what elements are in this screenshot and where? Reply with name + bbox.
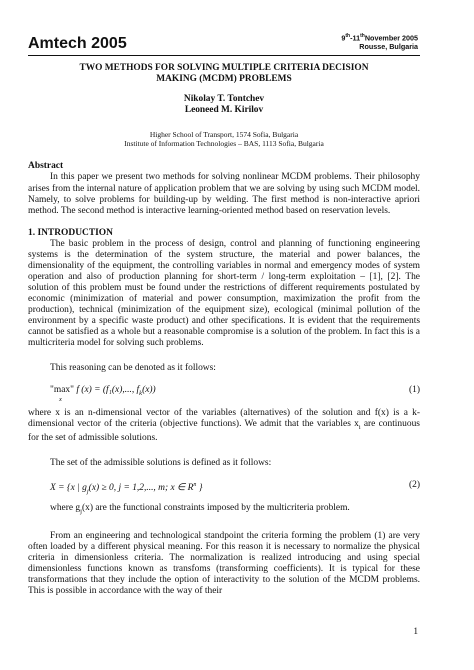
introduction-heading: 1. INTRODUCTION [28,227,113,238]
equation-1-k: k [139,390,143,398]
paper-body [28,63,420,598]
equation-2-lhs: X = {x | g [50,483,87,494]
max-label: max [53,385,71,396]
equation-1-number: (1) [408,385,420,396]
abstract-text: In this paper we present two methods for solving nonlinear MCDM problems. Their philosophy arises from the internal nature of application problem that we are solving by using such MCDM model. Namely, to solve problems for building-up by welding. The first method is non-interactive apriori method. The second method is interactive learning-oriented method based on reservation levels. [28,172,420,216]
equation-2-tail: } [196,483,203,494]
intro-paragraph-1: The basic problem in the process of design, control and planning of functioning engineering systems is the determination of the system structure, the material and power balances, the dimensionality of the equipment, the controlling variables in normal and emergency modes of system operation and also of production planning for short-term / long-term exploitation – [1], [2]. The solution of this problem must be found under the restrictions of different requirements postulated by economic (minimization of material and power consumption, maximization the profit from the production), technical (minimization of the equipment size), ecological (minimal pollution of the environment by a specific waste product) and other specifications. It is evident that the requirements cannot be satisfied as a whole but a reasonable compromise is a solution of the problem. In fact this is a multicriteria model for solving such problems. [28,238,420,349]
conference-dates [341,32,418,42]
equation-2-n: n [193,482,197,489]
date-day: 9 [341,33,346,43]
equation-1-tail: (x)) [142,385,156,396]
para5-text-a: where g [50,503,81,514]
equation-2-expression [50,480,203,497]
header-rule [28,55,420,56]
equation-2-mid: (x) ≥ 0, j = 1,2,..., m; x ∈ R [88,483,194,494]
max-operator [50,385,74,404]
max-subscript: x [59,396,62,404]
equation-1 [28,383,420,404]
author-list [28,94,420,116]
intro-paragraph-6: From an engineering and technological standpoint the criteria forming the problem (1) are very often loaded by a different physical meaning. For this reason it is necessary to normalize the physical criteria in dimensionless criteria. The normalization is realized introducing and using special dimensionless functions known as transfoms (transforming coefficients). It is typical for these transformations that they include the option of interactivity to the solution of the MCDM problems. This is possible in accordance with the way of their [28,531,420,597]
author-2: Leoneed M. Kirilov [184,105,264,116]
equation-2-number: (2) [408,480,420,491]
intro-paragraph-3 [28,408,420,444]
intro-paragraph-5 [28,503,420,517]
title-line-2: MAKING (MCDM) PROBLEMS [156,74,292,84]
intro-paragraph-4: The set of the admissible solutions is defined as it follows: [50,458,272,469]
date-month: November 2005 [364,33,418,43]
affiliations [28,130,420,148]
max-open-quote: " [50,385,54,396]
conference-date-block [341,32,418,51]
affiliation-2: Institute of Information Technologies – BAS, 1113 Sofia, Bulgaria [124,139,324,149]
author-1: Nikolay T. Tontchev [183,94,265,104]
page-number: 1 [413,627,418,637]
date-day-2: -11 [350,33,361,43]
affiliation-1: Higher School of Transport, 1574 Sofia, Bulgaria [149,130,299,140]
paper-title [28,63,420,85]
title-line-1: TWO METHODS FOR SOLVING MULTIPLE CRITERIA DECISION [79,63,369,73]
equation-2-j: j [86,488,89,496]
abstract-heading: Abstract [28,161,64,172]
para5-subscript-j: j [80,508,82,516]
equation-1-expression [50,385,156,404]
para3-text-a: where x is an n-dimensional vector of the variables (alternatives) of the solution and f(x) is a k-dimensional vector of the criteria (objective functions). We admit that the variables x [28,408,420,430]
equation-1-rhs: f (x) = (f₁(x),..., f [76,385,140,396]
conference-location: Rousse, Bulgaria [359,42,418,52]
para3-text-b: are continuous for the set of admissible solutions. [28,419,420,444]
conference-name: Amtech 2005 [28,35,127,52]
max-close-quote: " [70,385,74,396]
date-suffix-1: th [345,33,351,39]
para5-text-b: (x) are the functional constraints imposed by the multicriteria problem. [81,503,350,514]
intro-paragraph-2: This reasoning can be denoted as it follows: [50,363,216,374]
equation-2 [28,478,420,494]
para3-subscript-i: i [358,424,361,432]
date-suffix-2: th [360,33,365,39]
